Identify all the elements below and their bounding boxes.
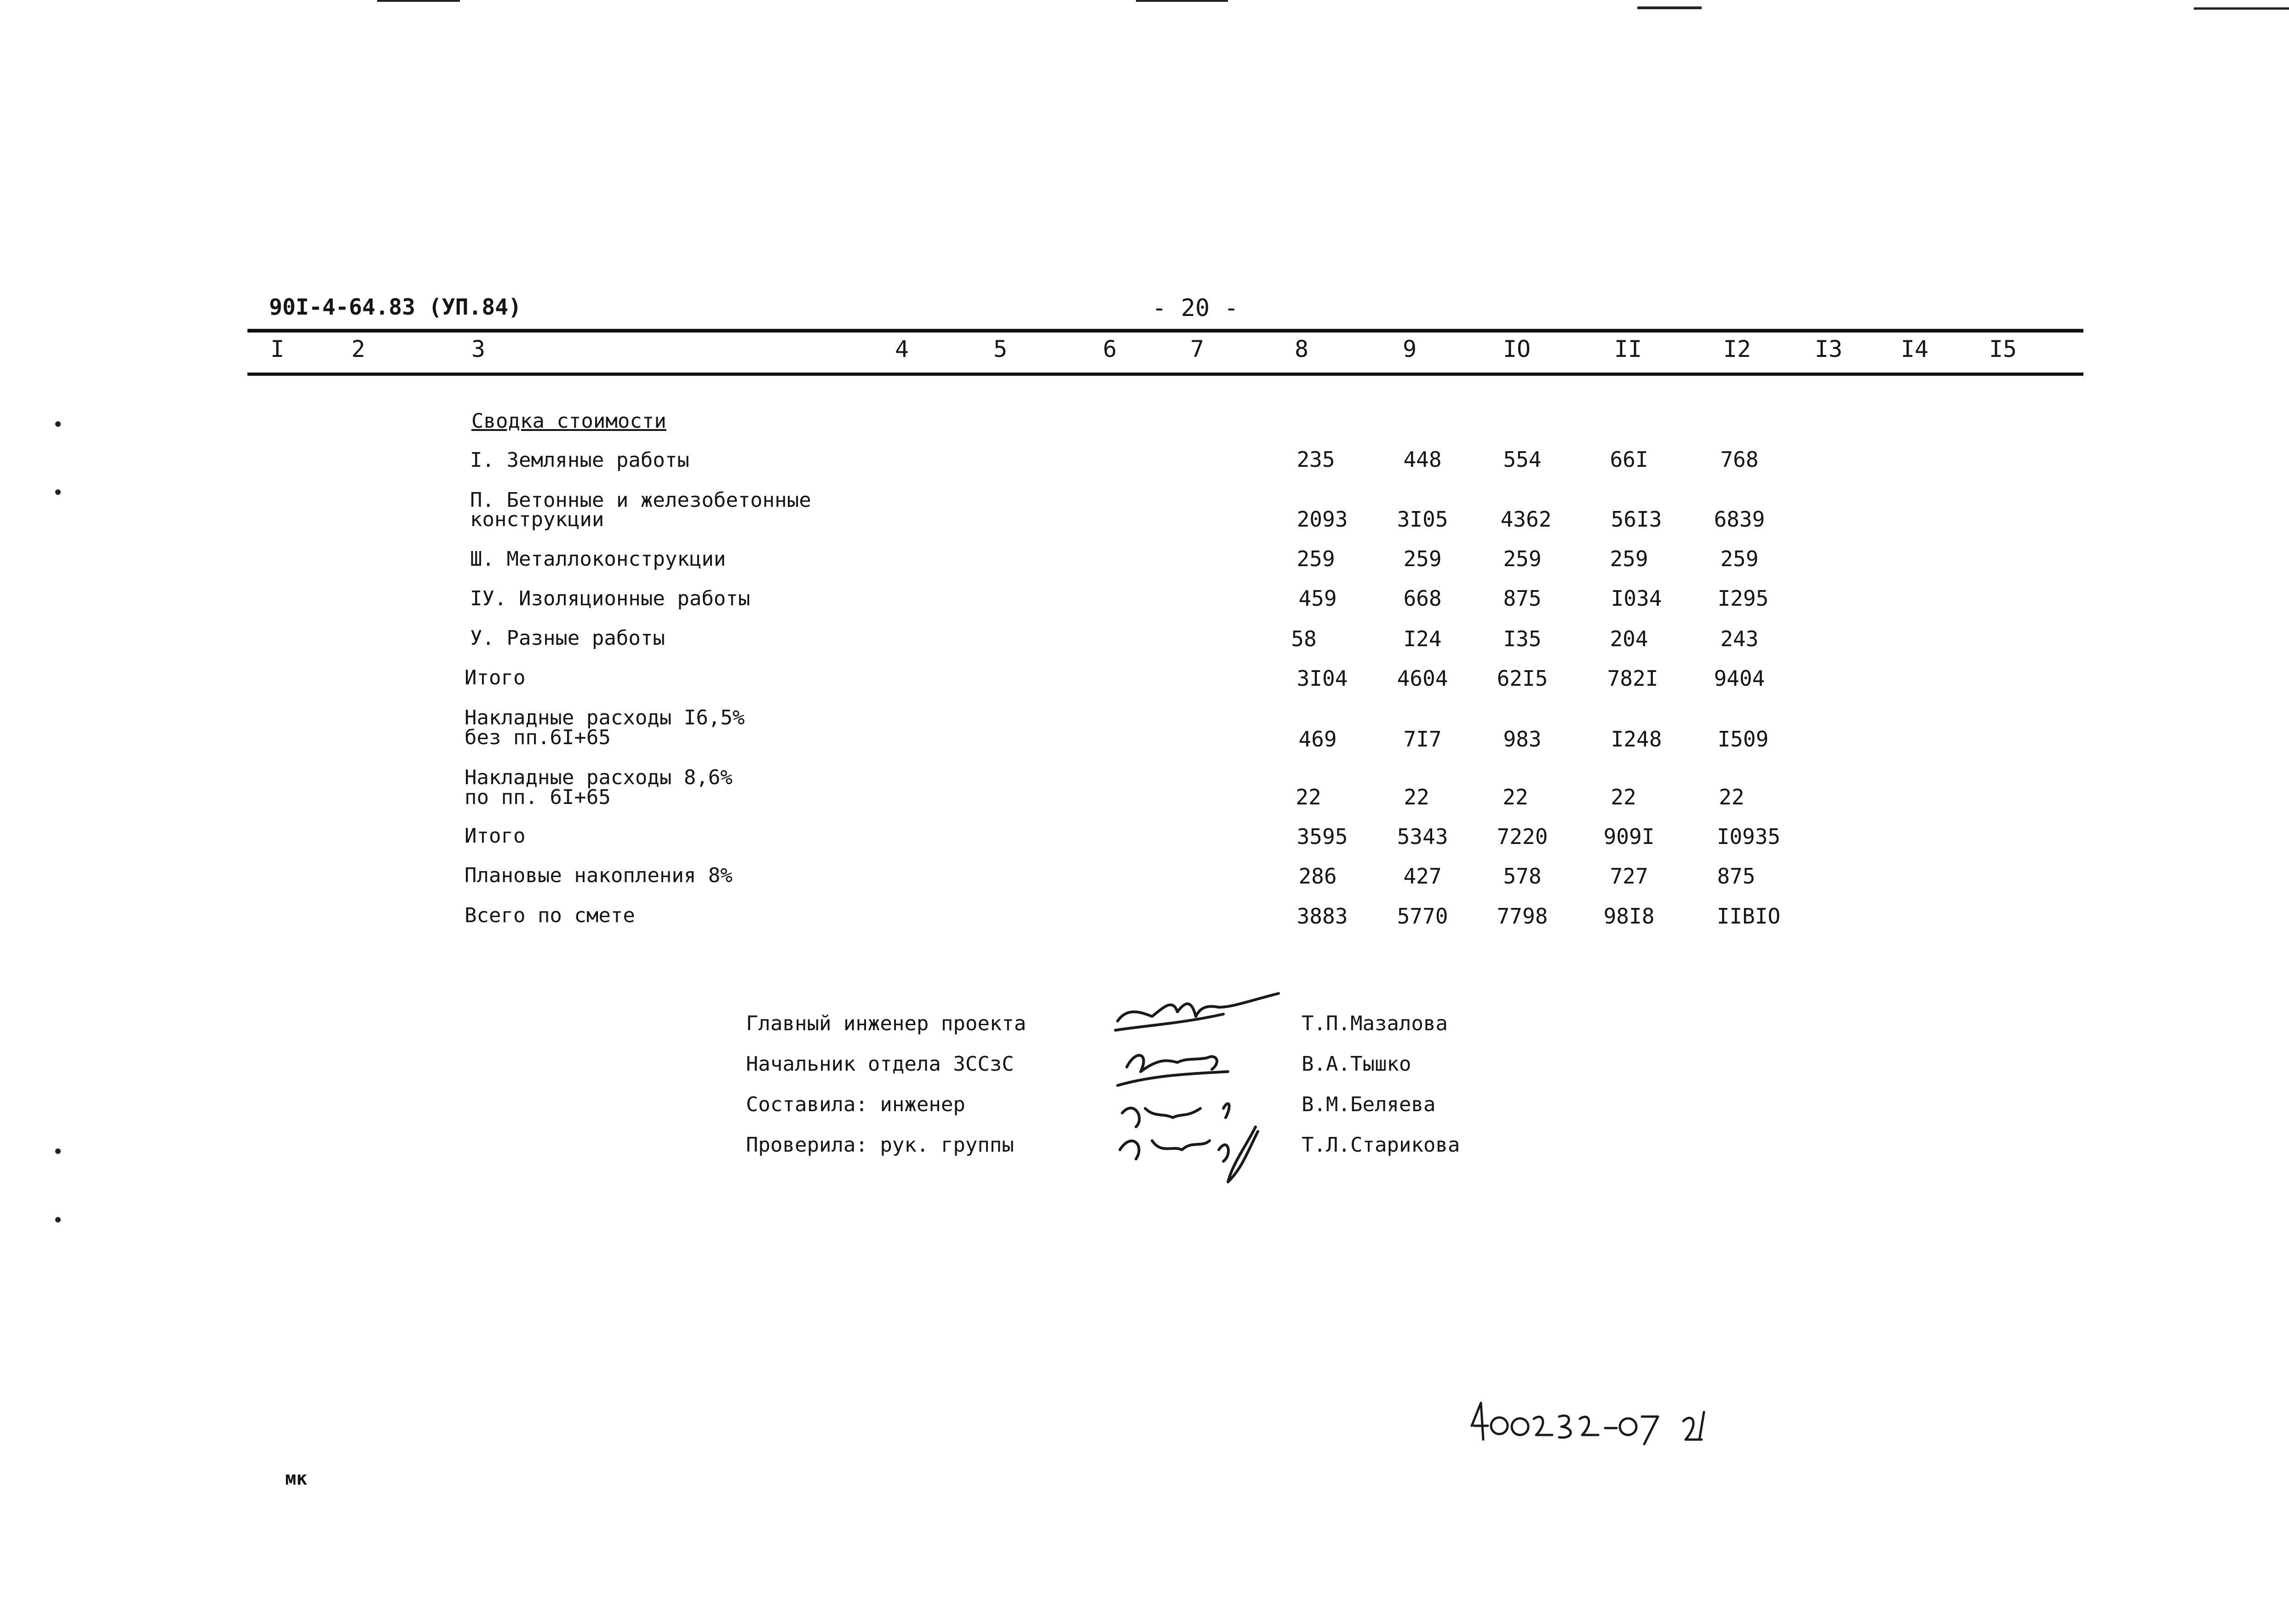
row-label-cont: конструкции <box>470 508 604 531</box>
value-col-8: 58 <box>1291 626 1317 651</box>
handwritten-signatures <box>1108 980 1297 1196</box>
row-label: Итого <box>465 666 526 689</box>
column-number: I5 <box>1989 336 2017 362</box>
value-col-12: 768 <box>1720 447 1759 472</box>
value-col-10: 875 <box>1503 586 1542 611</box>
column-number: 3 <box>471 336 486 362</box>
value-col-8: 259 <box>1297 546 1335 571</box>
value-col-10: I35 <box>1503 626 1542 651</box>
column-number: 8 <box>1294 336 1309 362</box>
row-label: У. Разные работы <box>470 626 665 650</box>
value-col-8: 469 <box>1298 727 1337 752</box>
value-col-9: 5770 <box>1397 904 1448 929</box>
table-top-rule <box>247 329 2083 333</box>
signer-name: Т.Л.Старикова <box>1302 1133 1460 1157</box>
value-col-10: 7220 <box>1497 824 1548 849</box>
value-col-10: 983 <box>1503 727 1542 752</box>
column-number: 6 <box>1102 336 1117 362</box>
row-label: Накладные расходы I6,5% <box>465 706 745 729</box>
value-col-11: 727 <box>1610 864 1648 889</box>
value-col-9: 4604 <box>1397 666 1448 691</box>
value-col-9: 7I7 <box>1403 727 1442 752</box>
column-number: 4 <box>895 336 909 362</box>
value-col-11: 909I <box>1603 824 1655 849</box>
column-number: I <box>270 336 285 362</box>
value-col-12: I295 <box>1717 586 1769 611</box>
value-col-11: 66I <box>1610 447 1648 472</box>
signer-role: Главный инженер проекта <box>746 1012 1027 1035</box>
value-col-11: 204 <box>1610 626 1648 651</box>
value-col-11: I248 <box>1611 727 1662 752</box>
value-col-12: 259 <box>1720 546 1759 571</box>
value-col-11: I034 <box>1611 586 1662 611</box>
signer-name: Т.П.Мазалова <box>1302 1012 1448 1035</box>
column-number: 9 <box>1402 336 1417 362</box>
value-col-11: 98I8 <box>1603 904 1655 929</box>
corner-mark: мк <box>285 1468 308 1489</box>
binder-dot <box>55 1217 61 1222</box>
binder-dot <box>55 489 61 495</box>
value-col-10: 62I5 <box>1497 666 1548 691</box>
value-col-8: 3595 <box>1297 824 1348 849</box>
value-col-10: 578 <box>1503 864 1542 889</box>
column-number: 7 <box>1190 336 1205 362</box>
value-col-11: 259 <box>1610 546 1648 571</box>
value-col-8: 3I04 <box>1297 666 1348 691</box>
column-number: 2 <box>351 336 366 362</box>
value-col-12: 9404 <box>1714 666 1765 691</box>
row-label: Плановые накопления 8% <box>465 864 733 887</box>
row-label: IУ. Изоляционные работы <box>470 587 751 610</box>
value-col-8: 3883 <box>1297 904 1348 929</box>
value-col-9: 259 <box>1403 546 1442 571</box>
value-col-8: 22 <box>1296 785 1321 809</box>
section-title: Сводка стоимости <box>471 409 666 433</box>
value-col-9: 668 <box>1403 586 1442 611</box>
scan-edge-line <box>377 0 460 2</box>
value-col-12: 22 <box>1719 785 1744 809</box>
signer-role: Начальник отдела ЗССзС <box>746 1052 1014 1076</box>
value-col-9: 448 <box>1403 447 1442 472</box>
value-col-12: I0935 <box>1716 824 1781 849</box>
signer-role: Составила: инженер <box>746 1093 965 1116</box>
scan-edge-line <box>2194 7 2289 10</box>
value-col-12: 6839 <box>1714 507 1765 532</box>
row-label: Накладные расходы 8,6% <box>465 766 733 789</box>
value-col-12: 243 <box>1720 626 1759 651</box>
row-label-cont: без пп.6I+65 <box>465 726 611 749</box>
value-col-9: 3I05 <box>1397 507 1448 532</box>
row-label: Итого <box>465 824 526 848</box>
page-number: - 20 - <box>1152 294 1239 322</box>
column-number: 5 <box>993 336 1008 362</box>
binder-dot <box>55 1148 61 1154</box>
row-label: Всего по смете <box>465 904 635 927</box>
signer-name: В.А.Тышко <box>1302 1052 1411 1076</box>
document-code: 90I-4-64.83 (УП.84) <box>269 294 522 320</box>
value-col-11: 22 <box>1611 785 1636 809</box>
value-col-8: 2093 <box>1297 507 1348 532</box>
column-number: I2 <box>1723 336 1751 362</box>
value-col-11: 782I <box>1607 666 1658 691</box>
row-label: Ш. Металлоконструкции <box>470 547 726 571</box>
value-col-8: 286 <box>1298 864 1337 889</box>
value-col-10: 4362 <box>1500 507 1552 532</box>
row-label-cont: по пп. 6I+65 <box>465 786 611 809</box>
scan-edge-line <box>1136 0 1228 2</box>
value-col-9: I24 <box>1403 626 1442 651</box>
column-number: IO <box>1503 336 1531 362</box>
table-header-rule <box>247 373 2083 376</box>
row-label: I. Земляные работы <box>470 448 689 472</box>
value-col-9: 5343 <box>1397 824 1448 849</box>
handwritten-number <box>1467 1394 1706 1453</box>
value-col-10: 259 <box>1503 546 1542 571</box>
column-number: II <box>1614 336 1642 362</box>
value-col-9: 22 <box>1404 785 1429 809</box>
value-col-10: 554 <box>1503 447 1542 472</box>
value-col-10: 7798 <box>1497 904 1548 929</box>
signer-name: В.М.Беляева <box>1302 1093 1436 1116</box>
column-number: I3 <box>1814 336 1843 362</box>
value-col-10: 22 <box>1503 785 1528 809</box>
value-col-11: 56I3 <box>1611 507 1662 532</box>
binder-dot <box>55 421 61 427</box>
scan-edge-line <box>1637 6 1702 9</box>
row-label: П. Бетонные и железобетонные <box>470 488 811 512</box>
value-col-8: 235 <box>1297 447 1335 472</box>
signer-role: Проверила: рук. группы <box>746 1133 1014 1157</box>
value-col-8: 459 <box>1298 586 1337 611</box>
value-col-12: IIBIO <box>1716 904 1781 929</box>
value-col-9: 427 <box>1403 864 1442 889</box>
column-number: I4 <box>1900 336 1929 362</box>
value-col-12: I509 <box>1717 727 1769 752</box>
value-col-12: 875 <box>1717 864 1755 889</box>
